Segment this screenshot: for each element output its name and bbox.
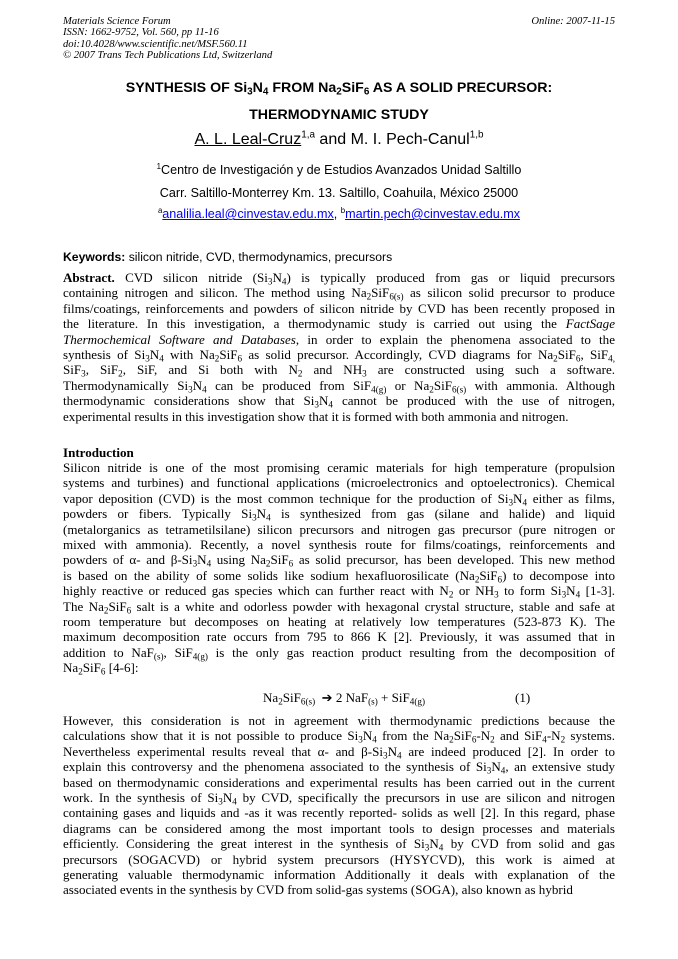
paper-title-line-2: THERMODYNAMIC STUDY xyxy=(249,107,429,123)
keywords-label: Keywords: xyxy=(63,250,126,264)
equation-number: (1) xyxy=(515,690,531,705)
text-line: based on thermodynamic considerations and experimental results has been carried out in the current xyxy=(63,774,615,790)
introduction-body xyxy=(63,460,615,675)
text-line: The $Na_2SiF_6$ salt is a white and odorless powder with hexagonal crystal structure, stable and safe at xyxy=(63,598,615,615)
text-line: generating valuable thermodynamic information Additionally it deals with explanation of the xyxy=(63,866,615,882)
text-line: highly reactive or reduced gas species which can further react with $N_2$ or $NH_3$ to form $Si_3N_4$ [1-3]. xyxy=(63,583,615,600)
affiliation-line-1: $^1$Centro de Investigación y de Estudios Avanzados Unidad Saltillo xyxy=(156,161,522,177)
text-line: is based on the ability of some solids like sodium hexafluorosilicate $(Na_2SiF_6)$ to decompose into xyxy=(63,567,615,585)
text-line: efficiently. Considering the great interest in the synthesis of $Si_3N_4$ by CVD from solid and gas xyxy=(63,836,615,853)
keywords-text: silicon nitride, CVD, thermodynamics, precursors xyxy=(125,250,393,264)
journal-header xyxy=(63,16,272,61)
text-line: containing nitrogen and silicon. The method using $Na_2SiF_{6(s)}$ as silicon solid precursor to produce xyxy=(63,285,615,302)
text-line: SiF$_3$, SiF$_2$, SiF, and Si both with $N_2$ and $NH_3$ are constructed using such a software. xyxy=(63,362,615,379)
journal-name: Materials Science Forum xyxy=(63,16,171,27)
text-line: Silicon nitride is one of the most promising ceramic materials for high temperature (propulsion xyxy=(63,460,615,475)
emails: $^a$analilia.leal@cinvestav.edu.mx, $^b$martin.pech@cinvestav.edu.mx xyxy=(157,205,521,221)
text-line: calculations show that it is not possible to produce $Si_3N_4$ from the $Na_2SiF_6-N_2$ and $SiF_4-N_2$ systems. xyxy=(63,728,616,745)
text-line: systems and turbines) and functional applications (microelectronics and optoelectronics). Chemical xyxy=(63,475,615,491)
issn-line: ISSN: 1662-9752, Vol. 560, pp 11-16 xyxy=(63,27,219,39)
abstract xyxy=(63,270,615,424)
text-line: Abstract. CVD silicon nitride $(Si_3N_4)$ is typically produced from gas or liquid precursors xyxy=(63,270,615,287)
text-line: addition to NaF$_{(s)}$, SiF$_{4(g)}$ is the only gas reaction product resulting from the decomposition of xyxy=(63,644,616,661)
text-line: However, this consideration is not in agreement with thermodynamic predictions because the xyxy=(63,713,615,728)
text-line: films/coatings, reinforcements and powders of silicon nitride by CVD has been recently proposed in xyxy=(63,300,615,316)
text-line: room temperature but decomposes on heating at relatively low temperatures (523-873 K). The xyxy=(63,613,615,629)
abstract-label: Abstract. xyxy=(63,270,115,285)
text-line: powders of α- and $\beta-Si_3N_4$ using $Na_2SiF_6$ as solid precursor, has been developed. This new method xyxy=(63,552,616,569)
affiliation-line-2: Carr. Saltillo-Monterrey Km. 13. Saltillo, Coahuila, México 25000 xyxy=(159,186,519,200)
text-line: diagrams can be considered among the most important tools to design processes and materials xyxy=(63,820,615,836)
text-line: Nevertheless experimental results reveal that α- and $\beta-Si_3N_4$ are indeed produced [2]. In order to xyxy=(63,743,615,761)
author-1: A. L. Leal-Cruz xyxy=(194,131,302,148)
text-line: associated events in the synthesis by CVD from solid-gas systems (SOGA), also known as hybrid xyxy=(63,882,573,898)
text-line: (metalorganics as tetrametilsilane) silicon precursors and nitrogen gas precursor (pure nitrogen or xyxy=(63,521,615,537)
text-line: the literature. In this investigation, a thermodynamic study is carried out using the FactSage xyxy=(63,316,615,332)
text-line: $Na_2SiF_6$ [4-6]: xyxy=(63,660,139,677)
doi-line: doi:10.4028/www.scientific.net/MSF.560.11 xyxy=(63,38,248,50)
paper-title-line-1: SYNTHESIS OF $Si_3N_4$ FROM $Na_2SiF_6$ AS A SOLID PRECURSOR: xyxy=(125,80,553,98)
authors: A. L. Leal-Cruz$^{1,a}$ and M. I. Pech-Canul$^{1,b}$ xyxy=(194,129,484,148)
text-line: experimental results in this investigation show that it is formed with both ammonia and nitrogen. xyxy=(63,408,569,424)
text-line: synthesis of $Si_3N_4$ with $Na_2SiF_6$ as solid precursor. Accordingly, CVD diagrams for $Na_2SiF_6$, SiF$_{4,}$ xyxy=(63,346,615,364)
text-line: Thermodynamically $Si_3N_4$ can be produced from SiF$_{4(g)}$ or $Na_2SiF_{6(s)}$ with ammonia. Although xyxy=(63,377,615,395)
copyright-line: © 2007 Trans Tech Publications Ltd, Switzerland xyxy=(63,49,273,61)
text-line: mixed with ammonia). Recently, a novel synthesis route for films/coatings, reinforcements and xyxy=(63,536,615,552)
introduction-body-continued xyxy=(63,713,615,898)
email-link-a[interactable]: analilia.leal@cinvestav.edu.mx xyxy=(162,207,334,221)
email-link-b[interactable]: martin.pech@cinvestav.edu.mx xyxy=(345,207,521,221)
text-line: vapor deposition (CVD) is the most common technique for the production of $Si_3N_4$ either as films, xyxy=(63,490,615,508)
keywords xyxy=(63,250,392,264)
text-line: work. In the synthesis of $Si_3N_4$ by CVD, specifically the precursors in use are silicon and nitrogen xyxy=(63,789,615,807)
text-line: containing gases and liquids and -as it was recently reported- solids as well [2]. In this regard, phase xyxy=(63,805,615,821)
text-line: maximum decomposition rate occurs from 795 to 866 K [2]. Previously, it was assumed that in xyxy=(63,629,615,645)
text-line: powders or fibers. Typically $Si_3N_4$ is synthesized from gas (silane and halide) and liquid xyxy=(63,506,615,523)
text-line: explain this controversy and the phenomena associated to the synthesis of $Si_3N_4$, an extensive study xyxy=(63,759,616,776)
equation-1: $Na_2SiF_{6(s)}$ ➔ 2 NaF$_{(s)}$ + SiF$_{4(g)}$ xyxy=(263,690,425,707)
author-2: and M. I. Pech-Canul xyxy=(314,131,470,148)
introduction-heading: Introduction xyxy=(63,445,134,460)
online-date: Online: 2007-11-15 xyxy=(531,16,615,27)
text-line: precursors (SOGACVD) or hybrid system precursors (HYSYCVD), this work is aimed at xyxy=(63,851,615,867)
text-line: thermodynamic considerations show that $Si_3N_4$ cannot be produced with the use of nitrogen, xyxy=(63,393,615,410)
text-line: Thermochemical Software and Databases, in order to explain the phenomena associated to the xyxy=(63,331,615,347)
